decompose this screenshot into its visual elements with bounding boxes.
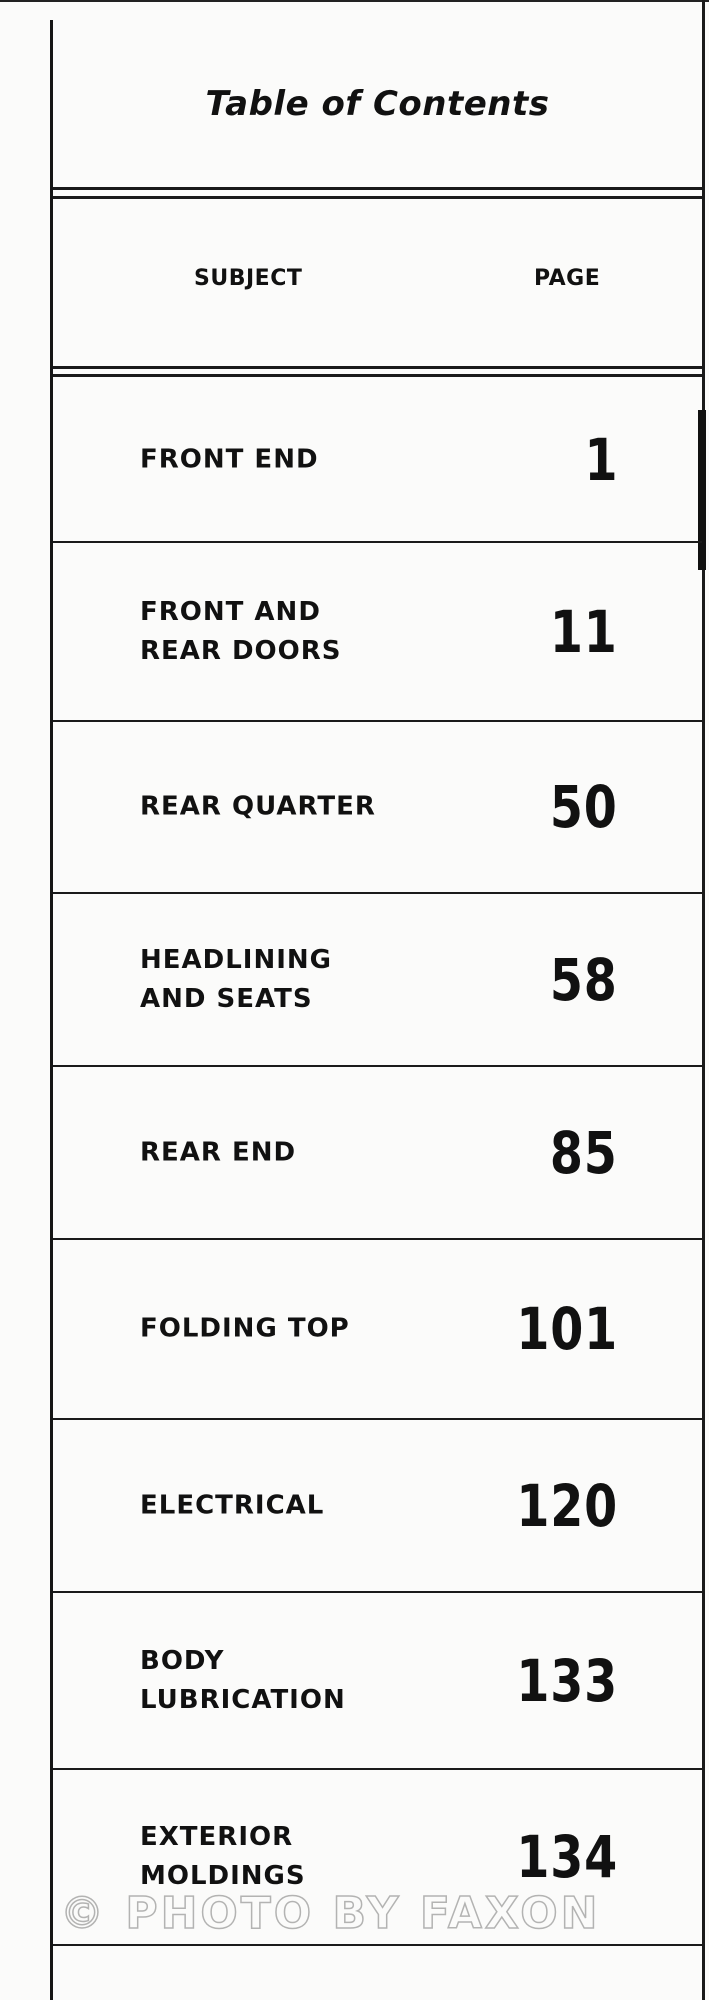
toc-subject bbox=[140, 1486, 324, 1525]
toc-page-number: 50 bbox=[550, 773, 618, 841]
toc-page-number: 1 bbox=[584, 425, 618, 494]
photo-watermark: © PHOTO BY FAXON bbox=[60, 1888, 601, 1939]
toc-row bbox=[53, 1592, 702, 1769]
toc-row bbox=[53, 1066, 702, 1239]
toc-subject bbox=[140, 593, 342, 671]
header-rule-top bbox=[53, 366, 702, 369]
toc-subject bbox=[140, 1310, 350, 1349]
toc-subject-line: EXTERIOR bbox=[140, 1822, 294, 1852]
toc-subject-line: ELECTRICAL bbox=[140, 1490, 325, 1520]
toc-subject-line: FRONT END bbox=[140, 444, 319, 474]
toc-row bbox=[53, 893, 702, 1066]
toc-subject-line: REAR END bbox=[140, 1137, 297, 1167]
right-border-rule bbox=[702, 0, 705, 2000]
toc-page-number: 120 bbox=[516, 1471, 618, 1540]
toc-subject bbox=[140, 941, 332, 1019]
toc-subject bbox=[140, 1642, 346, 1720]
toc-page-number: 85 bbox=[550, 1118, 618, 1187]
title-rule-bottom bbox=[53, 196, 702, 199]
toc-page-number: 101 bbox=[516, 1295, 618, 1363]
row-divider bbox=[53, 1944, 702, 1946]
top-border bbox=[0, 0, 709, 2]
toc-page-number: 134 bbox=[516, 1823, 618, 1891]
column-header-page: PAGE bbox=[534, 266, 601, 291]
toc-subject-line: FRONT AND bbox=[140, 596, 321, 627]
toc-subject-line: BODY bbox=[140, 1645, 225, 1676]
toc-page-number: 133 bbox=[516, 1646, 618, 1715]
toc-row bbox=[53, 542, 702, 721]
toc-subject-line: FOLDING TOP bbox=[140, 1313, 350, 1344]
toc-subject bbox=[140, 1133, 296, 1172]
toc-subject-line: LUBRICATION bbox=[140, 1684, 346, 1715]
toc-subject-line: AND SEATS bbox=[140, 983, 313, 1014]
page-title: Table of Contents bbox=[205, 84, 550, 124]
toc-subject bbox=[140, 1818, 306, 1896]
column-header-subject: SUBJECT bbox=[194, 266, 303, 291]
title-rule-top bbox=[53, 187, 702, 190]
toc-row bbox=[53, 1239, 702, 1419]
toc-page-number: 11 bbox=[550, 597, 618, 666]
toc-subject bbox=[140, 788, 376, 827]
toc-row bbox=[53, 377, 702, 542]
toc-row bbox=[53, 721, 702, 893]
toc-subject-line: REAR QUARTER bbox=[140, 791, 376, 822]
toc-subject-line: MOLDINGS bbox=[140, 1861, 306, 1891]
toc-subject bbox=[140, 440, 319, 479]
toc-row bbox=[53, 1419, 702, 1592]
toc-subject-line: HEADLINING bbox=[140, 944, 332, 975]
toc-page-number: 58 bbox=[550, 945, 618, 1014]
toc-subject-line: REAR DOORS bbox=[140, 635, 342, 666]
